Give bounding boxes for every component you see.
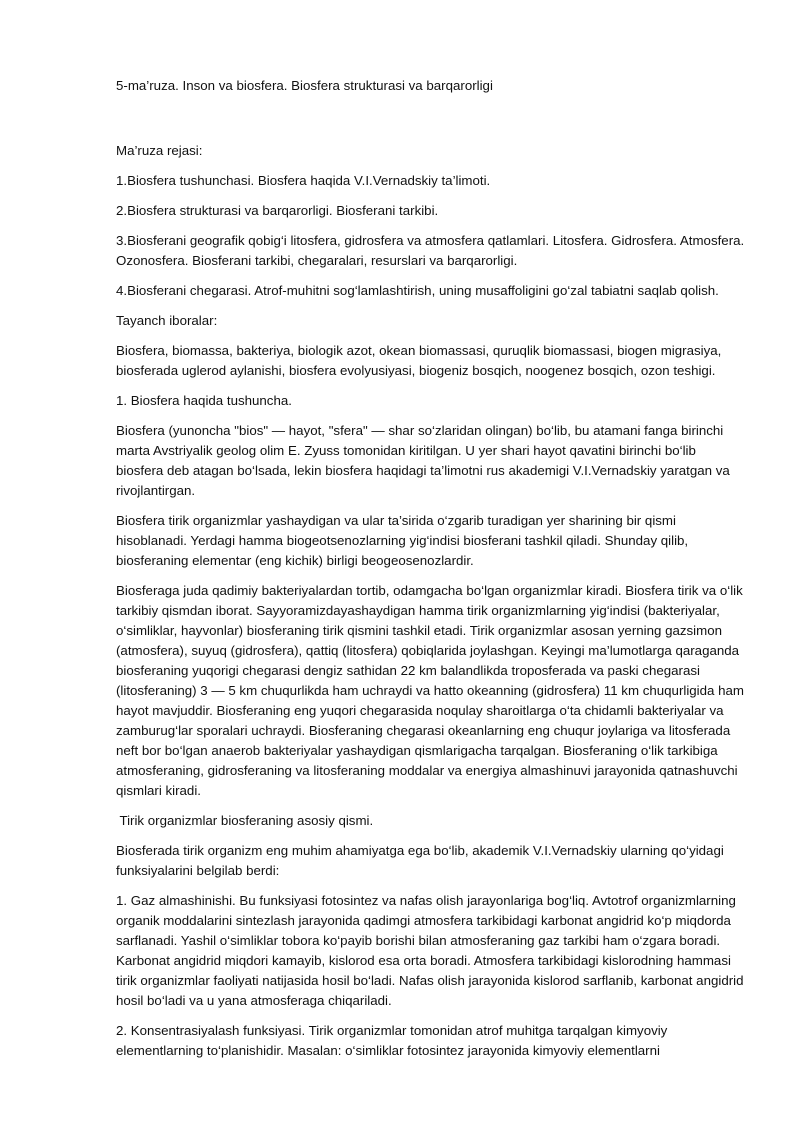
- subheading: Tirik organizmlar biosferaning asosiy qismi.: [116, 813, 374, 828]
- plan-list: [116, 171, 746, 301]
- keywords-text: Biosfera, biomassa, bakteriya, biologik azot, okean biomassasi, quruqlik biomassasi, biogen migrasiya, biosferada uglerod aylanishi, biosfera evolyusiyasi, biogeniz bosqich, noogenez bosqich, ozon teshigi.: [116, 343, 722, 378]
- plan-item: 1.Biosfera tushunchasi. Biosfera haqida V.I.Vernadskiy ta’limoti.: [116, 173, 491, 188]
- section-heading: 1. Biosfera haqida tushuncha.: [116, 393, 292, 408]
- plan-item: 3.Biosferani geografik qobig‘i litosfera, gidrosfera va atmosfera qatlamlari. Litosfera. Gidrosfera. Atmosfera. Ozonosfera. Biosferani tarkibi, chegaralari, resurslari va barqarorligi.: [116, 233, 745, 268]
- body-paragraph: Biosfera tirik organizmlar yashaydigan va ular ta’sirida o‘zgarib turadigan yer sharining bir qismi hisoblanadi. Yerdagi hamma biogeotsenozlarning yig‘indisi biosferani tashkil qiladi. Shunday qilib, biosferaning elementar (eng kichik) birligi beogeosenozlardir.: [116, 513, 689, 568]
- keywords-heading: Tayanch iboralar:: [116, 313, 218, 328]
- plan-heading: Ma’ruza rejasi:: [116, 143, 203, 158]
- document-title: 5-ma’ruza. Inson va biosfera. Biosfera strukturasi va barqarorligi: [116, 78, 493, 93]
- body-paragraph: 2. Konsentrasiyalash funksiyasi. Tirik organizmlar tomonidan atrof muhitga tarqalgan kimyoviy elementlarning to‘planishidir. Masalan: o‘simliklar fotosintez jarayonida kimyoviy elementlarni: [116, 1023, 668, 1058]
- plan-item: 4.Biosferani chegarasi. Atrof-muhitni sog‘lamlashtirish, uning musaffoligini go‘zal tabiatni saqlab qolish.: [116, 283, 719, 298]
- body-paragraph: Biosferaga juda qadimiy bakteriyalardan tortib, odamgacha bo‘lgan organizmlar kiradi. Biosfera tirik va o‘lik tarkibiy qismdan iborat. Sayyoramizdayashaydigan hamma tirik organizmlarning yig‘indisi (bakteriyalar, o‘simliklar, hayvonlar) biosferaning tirik qismini tashkil etadi. Tirik organizmlar asosan yerning gazsimon (atmosfera), suyuq (gidrosfera), qattiq (litosfera) qobiqlarida joylashgan. Keyingi ma’lumotlarga qaraganda biosferaning yuqorigi chegarasi dengiz sathidan 22 km balandlikda troposferada va paski chegarasi (litosferaning) 3 — 5 km chuqurlikda ham uchraydi va hatto okeanning (gidrosfera) 11 km chuqurligida ham hayot mavjuddir. Biosferaning eng yuqori chegarasida noqulay sharoitlarga o‘ta chidamli bakteriyalar va zamburug‘lar sporalari uchraydi. Biosferaning chegarasi okeanlarning eng chuqur joylariga va litosferada neft bor bo‘lgan anaerob bakteriyalar yashaydigan qismlarigacha tarqalgan. Biosferaning o‘lik tarkibiga atmosferaning, gidrosferaning va litosferaning moddalar va energiya almashinuvi jarayonida qatnashuvchi qismlari kiradi.: [116, 583, 744, 798]
- document-page: [116, 76, 746, 1071]
- body-paragraph: 1. Gaz almashinishi. Bu funksiyasi fotosintez va nafas olish jarayonlariga bog‘liq. Avtotrof organizmlarning organik moddalarini sintezlash jarayonida qadimgi atmosfera tarkibidagi karbonat angidrid ko‘p miqdorda sarflanadi. Yashil o‘simliklar tobora ko‘payib borishi bilan atmosferaning gaz tarkibi ham o‘zgara boradi. Karbonat angidrid miqdori kamayib, kislorod esa orta boradi. Atmosfera tarkibidagi kislorodning hammasi tirik organizmlar faoliyati natijasida hosil bo‘ladi. Nafas olish jarayonida kislorod sarflanib, karbonat angidrid hosil bo‘ladi va u yana atmosferaga chiqariladi.: [116, 893, 744, 1008]
- body-paragraph: Biosferada tirik organizm eng muhim ahamiyatga ega bo‘lib, akademik V.I.Vernadskiy ularning qo‘yidagi funksiyalarini belgilab berdi:: [116, 843, 724, 878]
- plan-item: 2.Biosfera strukturasi va barqarorligi. Biosferani tarkibi.: [116, 203, 439, 218]
- body-paragraph: Biosfera (yunoncha "bios" — hayot, "sfera" — shar so‘zlaridan olingan) bo‘lib, bu atamani fanga birinchi marta Avstriyalik geolog olim E. Zyuss tomonidan kiritilgan. U yer shari hayot qavatini birinchi bo‘lib biosfera deb atagan bo‘lsada, lekin biosfera haqidagi ta’limotni rus akademigi V.I.Vernadskiy yaratgan va rivojlantirgan.: [116, 423, 730, 498]
